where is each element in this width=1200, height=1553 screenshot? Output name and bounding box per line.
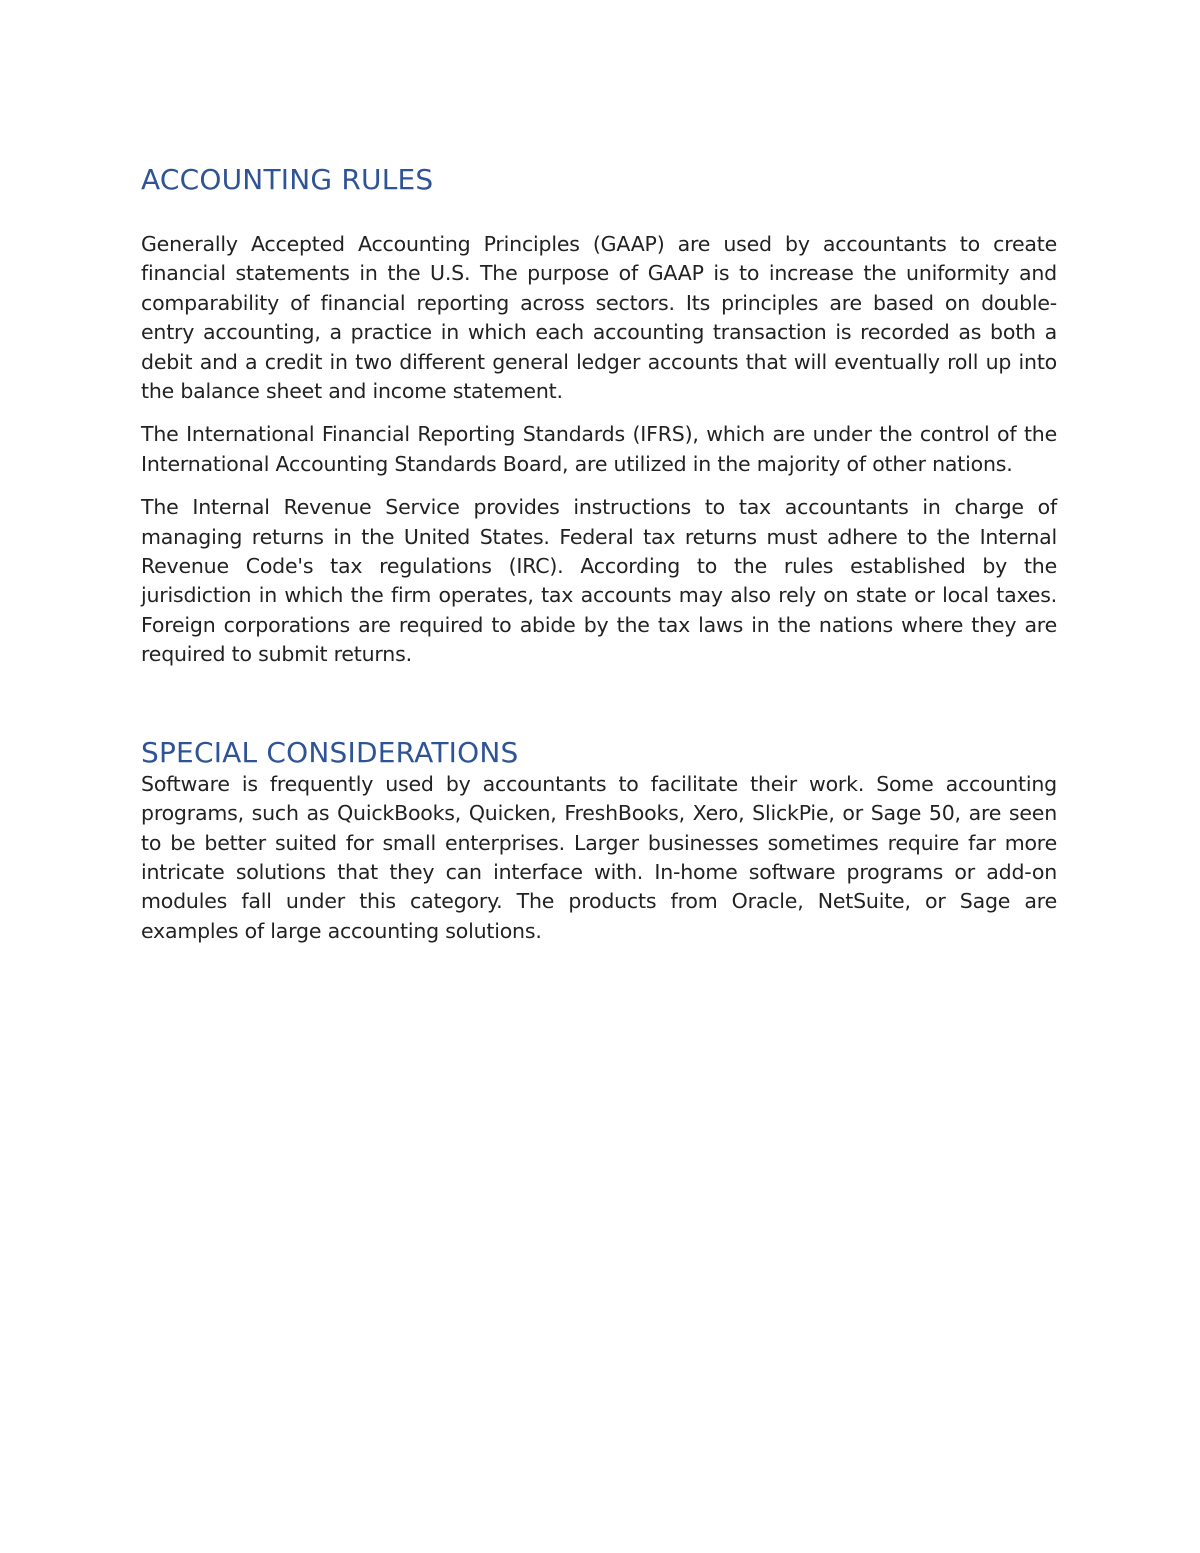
document-page xyxy=(141,160,1057,946)
paragraph-irs: The Internal Revenue Service provides instructions to tax accountants in charge of managing returns in the United States. Federal tax returns must adhere to the Internal Revenue Code's tax regulations (IRC). According to the rules established by the jurisdiction in which the firm operates, tax accounts may also rely on state or local taxes. Foreign corporations are required to abide by the tax laws in the nations where they are required to submit returns. xyxy=(141,495,1057,667)
paragraph-ifrs: The International Financial Reporting Standards (IFRS), which are under the control of the International Accounting Standards Board, are utilized in the majority of other nations. xyxy=(141,422,1057,476)
section-heading-accounting-rules: ACCOUNTING RULES xyxy=(141,163,434,196)
paragraph-software: Software is frequently used by accountants to facilitate their work. Some accounting programs, such as QuickBooks, Quicken, FreshBooks, Xero, SlickPie, or Sage 50, are seen to be better suited for small enterprises. Larger businesses sometimes require far more intricate solutions that they can interface with. In-home software programs or add-on modules fall under this category. The products from Oracle, NetSuite, or Sage are examples of large accounting solutions. xyxy=(141,771,1057,943)
paragraph-gaap: Generally Accepted Accounting Principles (GAAP) are used by accountants to create financial statements in the U.S. The purpose of GAAP is to increase the uniformity and comparability of financial reporting across sectors. Its principles are based on double-entry accounting, a practice in which each accounting transaction is recorded as both a debit and a credit in two different general ledger accounts that will eventually roll up into the balance sheet and income statement. xyxy=(141,232,1057,404)
section-heading-special-considerations: SPECIAL CONSIDERATIONS xyxy=(141,735,519,769)
